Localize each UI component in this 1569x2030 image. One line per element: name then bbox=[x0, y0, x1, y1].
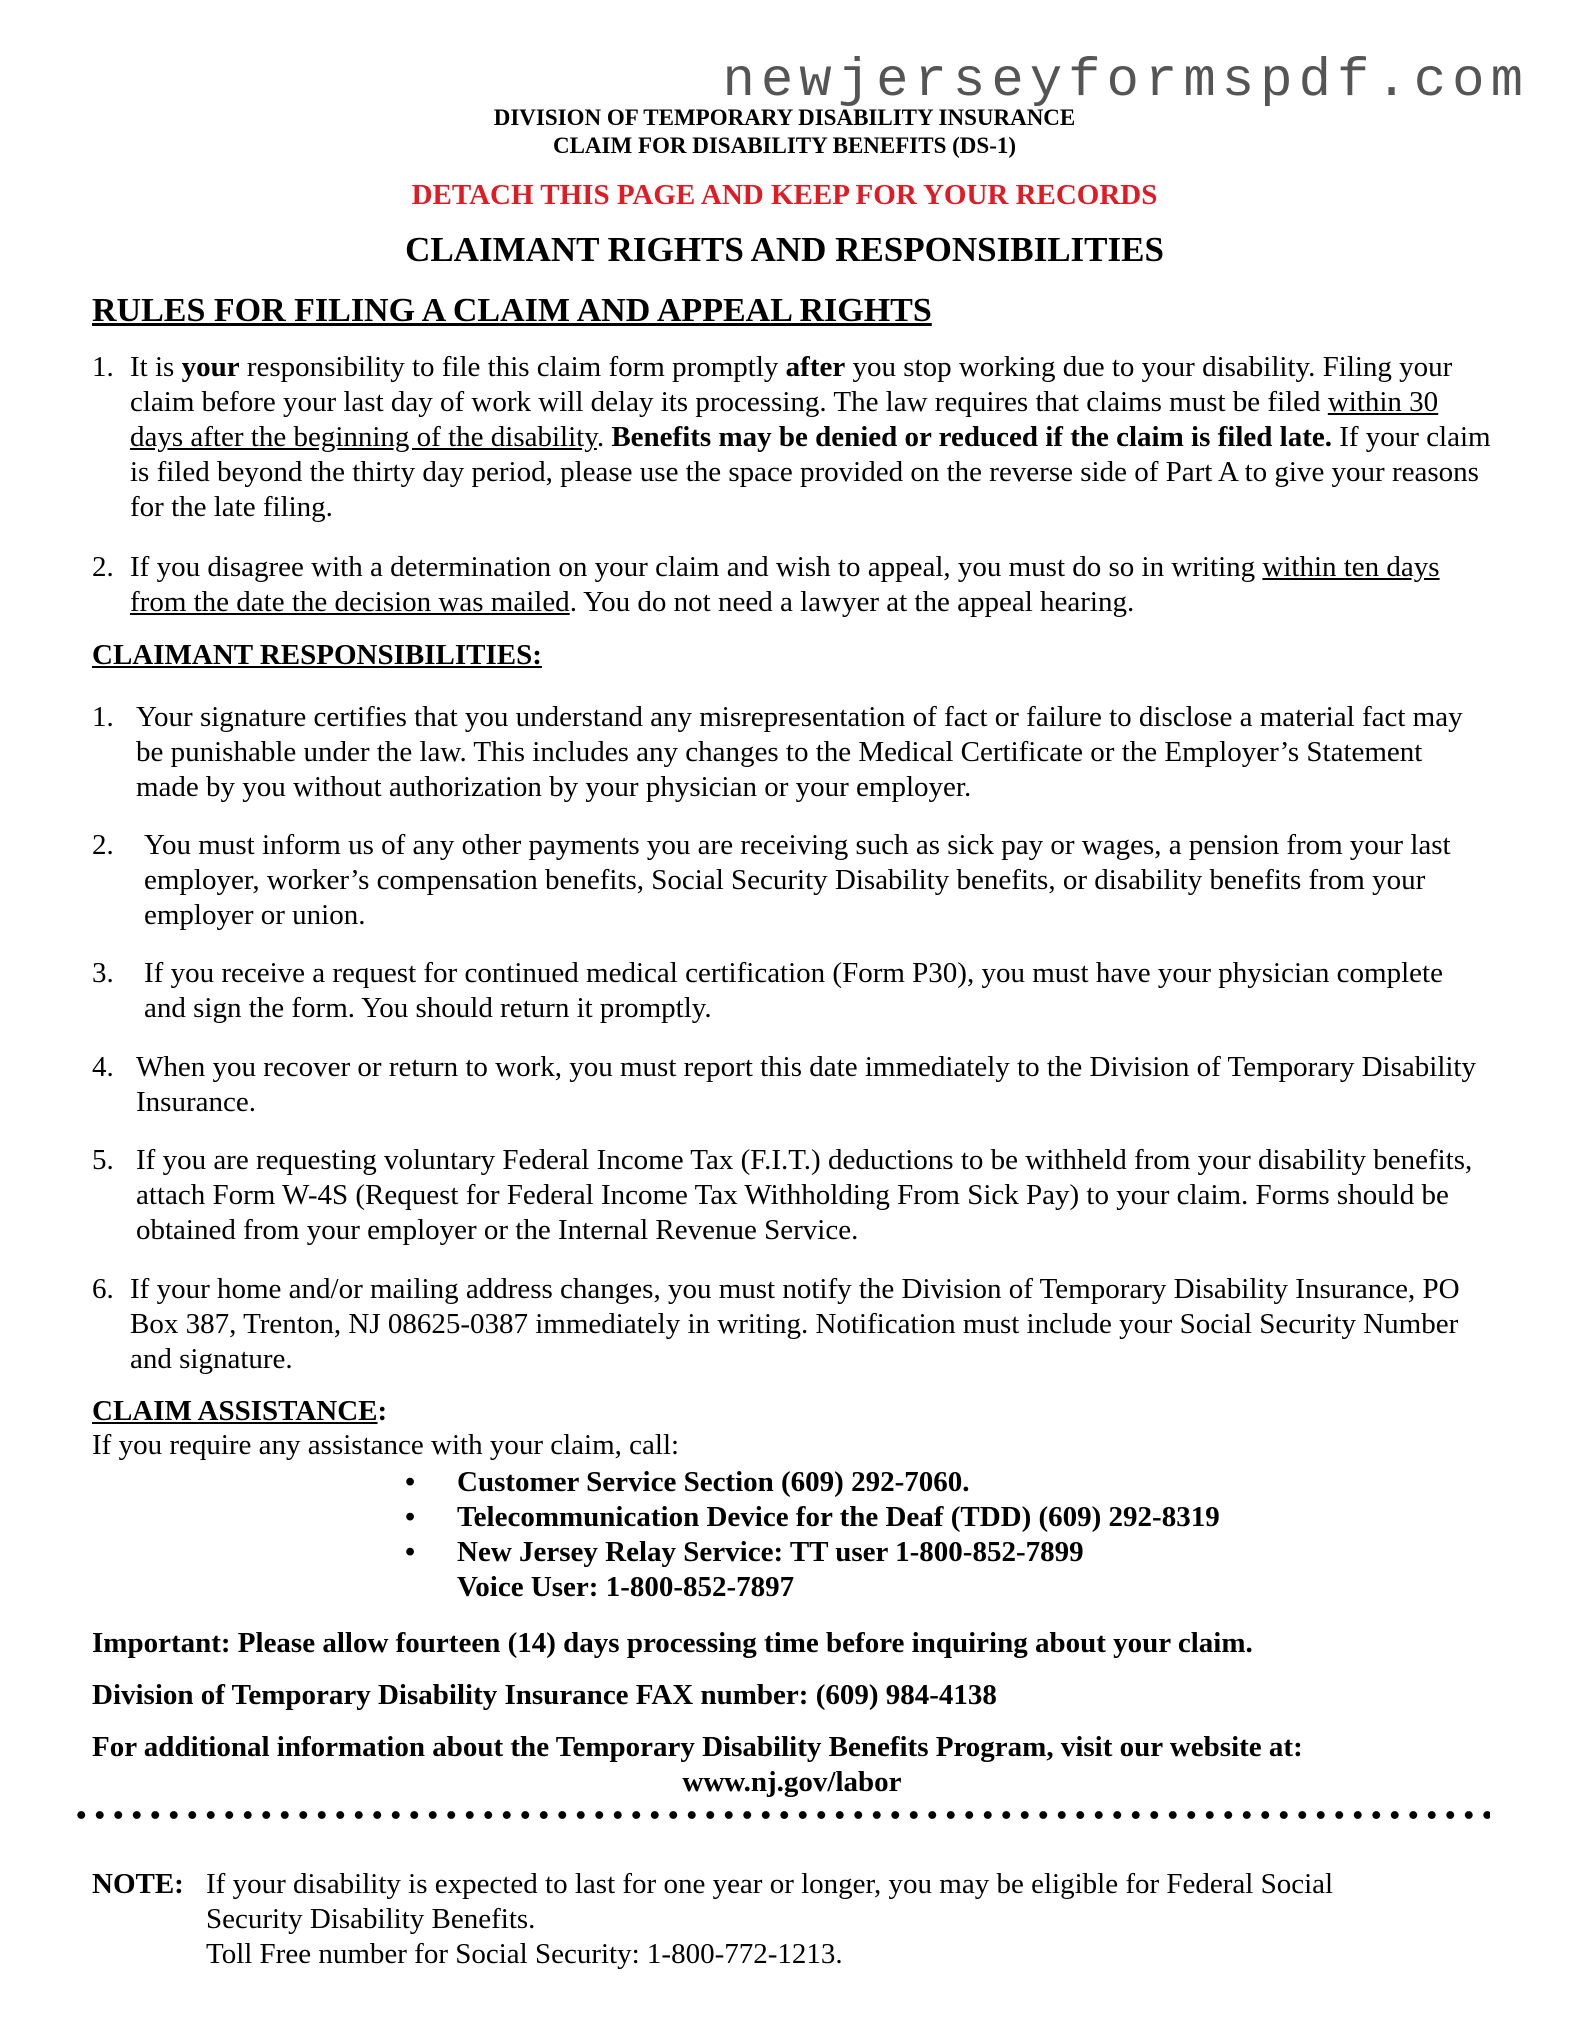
item-number: 2. bbox=[92, 829, 114, 861]
item-number: 6. bbox=[92, 1273, 114, 1305]
rules-item-2-text: If you disagree with a determination on your claim and wish to appeal, you must do so in writing within ten days from the date the decision was mailed. You do not need a lawyer at the appeal hearing. bbox=[130, 551, 1440, 618]
assistance-heading: CLAIM ASSISTANCE: bbox=[92, 1395, 388, 1427]
rules-item-1-text: It is your responsibility to file this claim form promptly after you stop working due to your disability. Filing your claim before your last day of work will delay its processing. The law requires that claims must be filed within 30 days after the beginning of the disability. Benefits may be denied or reduced if the claim is filed late. If your claim is filed beyond the thirty day period, please use the space provided on the reverse side of Part A to give your reasons for the late filing. bbox=[130, 351, 1491, 523]
page-title: CLAIMANT RIGHTS AND RESPONSIBILITIES bbox=[405, 230, 1164, 269]
note-line-1: If your disability is expected to last for one year or longer, you may be eligible for Federal Social bbox=[206, 1868, 1334, 1900]
contact-text: New Jersey Relay Service: TT user 1-800-852-7899 bbox=[457, 1536, 1084, 1568]
note-label: NOTE: bbox=[92, 1868, 184, 1900]
responsibility-text: If you are requesting voluntary Federal Income Tax (F.I.T.) deductions to be withheld from your disability benefits, attach Form W-4S (Request for Federal Income Tax Withholding From Sick Pay) to your claim. Forms should be obtained from your employer or the Internal Revenue Service. bbox=[136, 1144, 1473, 1246]
rules-heading bbox=[92, 293, 1492, 330]
website-text: For additional information about the Temporary Disability Benefits Program, visit our website at: bbox=[92, 1731, 1303, 1763]
item-number: 2. bbox=[92, 551, 114, 583]
responsibilities-heading-text: CLAIMANT RESPONSIBILITIES: bbox=[92, 639, 542, 671]
responsibility-item-4 bbox=[92, 1050, 1492, 1120]
assistance-heading-text: CLAIM ASSISTANCE bbox=[92, 1395, 378, 1427]
list-item bbox=[405, 1570, 1220, 1605]
responsibility-text: Your signature certifies that you understand any misrepresentation of fact or failure to disclose a material fact may be punishable under the law. This includes any changes to the Medical Certificate or the Employer’s Statement made by you without authorization by your physician or your employer. bbox=[136, 701, 1463, 803]
note-section bbox=[92, 1867, 1492, 1972]
website-url[interactable]: www.nj.gov/labor bbox=[682, 1766, 902, 1798]
fax-number: Division of Temporary Disability Insurance FAX number: (609) 984-4138 bbox=[92, 1679, 997, 1711]
responsibility-text: If your home and/or mailing address changes, you must notify the Division of Temporary Disability Insurance, PO Box 387, Trenton, NJ 08625-0387 immediately in writing. Notification must include your Social Security Number and signature. bbox=[130, 1273, 1460, 1375]
responsibility-item-5 bbox=[92, 1143, 1492, 1248]
contact-text: Telecommunication Device for the Deaf (TDD) (609) 292-8319 bbox=[457, 1501, 1220, 1533]
rules-item-1 bbox=[92, 350, 1492, 525]
note-line-3: Toll Free number for Social Security: 1-800-772-1213. bbox=[206, 1938, 843, 1970]
list-item bbox=[405, 1465, 1220, 1500]
item-number: 1. bbox=[92, 351, 114, 383]
contact-list bbox=[405, 1465, 1220, 1605]
item-number: 1. bbox=[92, 701, 114, 733]
responsibility-item-2 bbox=[92, 828, 1492, 933]
responsibilities-heading bbox=[92, 638, 1492, 673]
important-notice: Important: Please allow fourteen (14) days processing time before inquiring about your claim. bbox=[92, 1627, 1253, 1659]
contact-text: Customer Service Section (609) 292-7060. bbox=[457, 1466, 970, 1498]
voice-user-text: Voice User: 1-800-852-7897 bbox=[457, 1571, 795, 1603]
responsibility-item-1 bbox=[92, 700, 1492, 805]
list-item bbox=[405, 1535, 1220, 1570]
detach-notice: DETACH THIS PAGE AND KEEP FOR YOUR RECORDS bbox=[411, 179, 1158, 211]
dotted-divider bbox=[72, 1808, 1490, 1822]
rules-item-2 bbox=[92, 550, 1492, 620]
responsibility-text: You must inform us of any other payments you are receiving such as sick pay or wages, a pension from your last employer, worker’s compensation benefits, Social Security Disability benefits, or disability benefits from your employer or union. bbox=[144, 829, 1451, 931]
list-item bbox=[405, 1500, 1220, 1535]
responsibility-text: When you recover or return to work, you must report this date immediately to the Division of Temporary Disability Insurance. bbox=[136, 1051, 1476, 1118]
rules-heading-text: RULES FOR FILING A CLAIM AND APPEAL RIGHTS bbox=[92, 292, 932, 329]
item-number: 5. bbox=[92, 1144, 114, 1176]
responsibility-item-3 bbox=[92, 956, 1492, 1026]
assistance-intro: If you require any assistance with your claim, call: bbox=[92, 1429, 680, 1461]
bullet-icon: • bbox=[405, 1536, 416, 1568]
responsibility-item-6 bbox=[92, 1272, 1492, 1377]
form-title: CLAIM FOR DISABILITY BENEFITS (DS-1) bbox=[552, 133, 1017, 158]
item-number: 4. bbox=[92, 1051, 114, 1083]
bullet-icon: • bbox=[405, 1466, 416, 1498]
watermark: newjerseyformspdf.com bbox=[722, 51, 1529, 112]
item-number: 3. bbox=[92, 957, 114, 989]
bullet-icon: • bbox=[405, 1501, 416, 1533]
note-line-2: Security Disability Benefits. bbox=[206, 1903, 536, 1935]
division-title: DIVISION OF TEMPORARY DISABILITY INSURANCE bbox=[493, 105, 1076, 130]
responsibility-text: If you receive a request for continued medical certification (Form P30), you must have your physician complete and sign the form. You should return it promptly. bbox=[144, 957, 1443, 1024]
